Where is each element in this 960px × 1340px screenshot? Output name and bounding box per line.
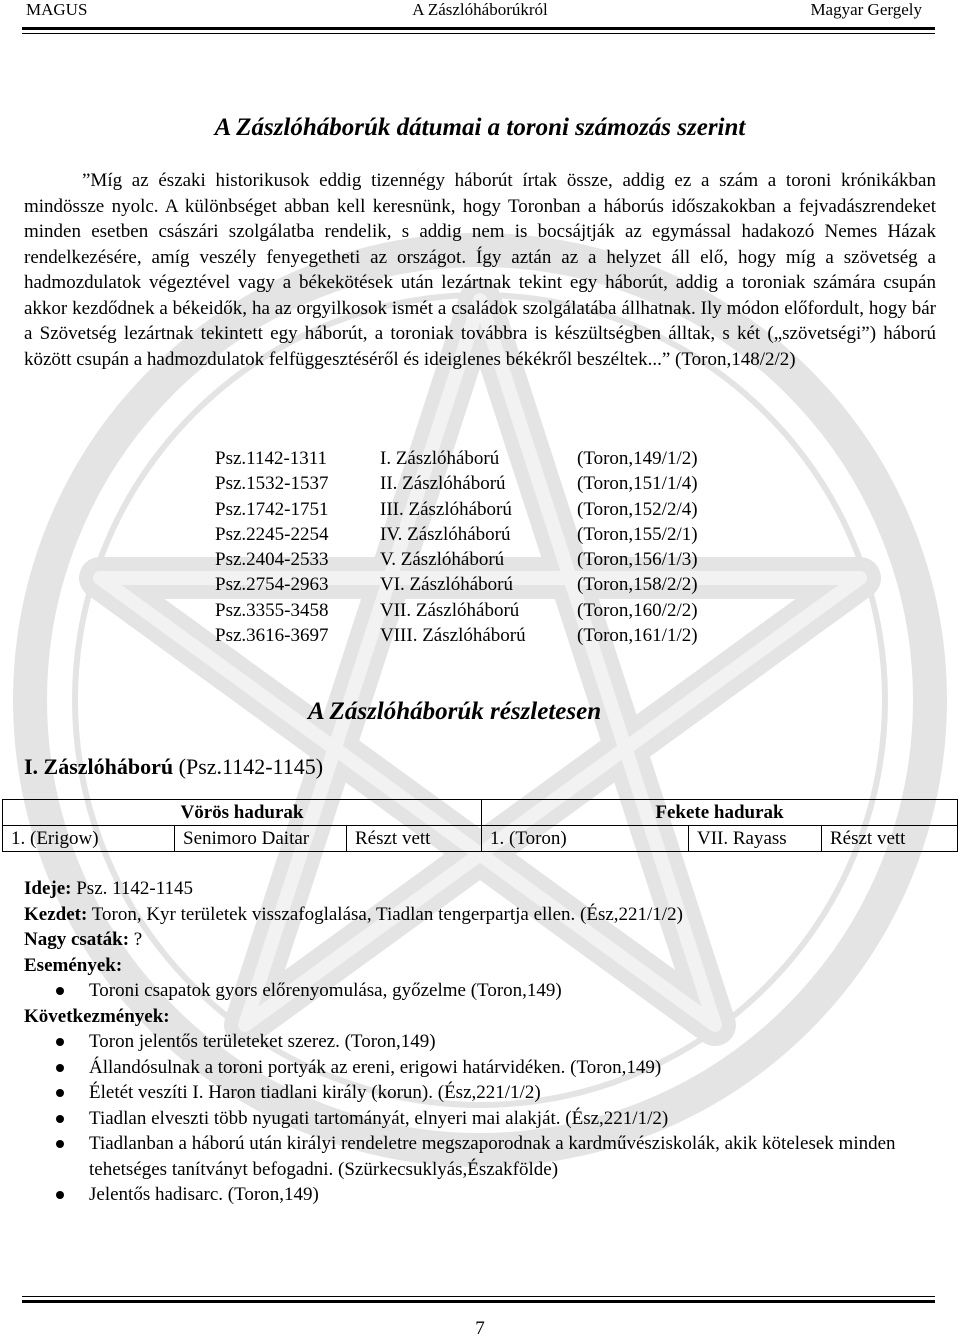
header-rule (22, 27, 935, 30)
list-item: Állandósulnak a toroni portyák az ereni, erigowi határvidéken. (Toron,149) (24, 1055, 936, 1081)
war-ref: (Toron,151/1/4) (577, 473, 698, 495)
war-ref: (Toron,160/2/2) (577, 599, 698, 621)
war-psz: Psz.3616-3697 (215, 625, 329, 647)
wars-list-row (213, 549, 753, 574)
battles-label: Nagy csaták: (24, 929, 130, 950)
consequences-label-text: Következmények: (24, 1005, 170, 1027)
battles-value: ? (129, 929, 143, 950)
page-title: A Zászlóháborúk dátumai a toroni számozás szerint (214, 114, 746, 141)
war-name: I. Zászlóháború (380, 448, 500, 469)
wars-list-row (213, 574, 753, 599)
start-line (24, 902, 936, 928)
wars-list (213, 448, 753, 650)
black-warlords-header: Fekete hadurak (482, 800, 958, 826)
list-item: Toron jelentős területeket szerez. (Toron,149) (24, 1029, 936, 1055)
war-psz: Psz.2754-2963 (215, 574, 329, 596)
consequences-list (24, 1029, 936, 1208)
war-psz: Psz.3355-3458 (215, 599, 329, 621)
wars-list-row (213, 499, 753, 524)
list-item: Tiadlanban a háború után királyi rendeletre megszaporodnak a kardművésziskolák, akik kötelesek minden tehetséges tanítványt befogadni. (Szürkecsuklyás,Északfölde) (24, 1131, 936, 1182)
list-item: Jelentős hadisarc. (Toron,149) (24, 1182, 936, 1208)
table-row (3, 826, 958, 852)
warlords-header-row (3, 800, 958, 826)
table-cell: 1. (Toron) (482, 826, 689, 852)
war-heading (24, 754, 323, 780)
date-label: Ideje: (24, 878, 72, 899)
war-details (24, 876, 936, 1208)
warlords-table (2, 799, 958, 852)
list-item: Tiadlan elveszti több nyugati tartományát, elnyeri mai alakját. (Ész,221/1/2) (24, 1106, 936, 1132)
list-item: Életét veszíti I. Haron tiadlani király (korun). (Ész,221/1/2) (24, 1080, 936, 1106)
war-psz: Psz.2404-2533 (215, 549, 329, 571)
war-name: VII. Zászlóháború (380, 599, 520, 621)
war-name: VI. Zászlóháború (380, 574, 513, 596)
war-name: V. Zászlóháború (380, 549, 505, 571)
start-label: Kezdet: (24, 903, 88, 925)
war-psz: Psz.1742-1751 (215, 498, 329, 520)
war-name: VIII. Zászlóháború (380, 625, 526, 647)
header-left: MAGUS (26, 0, 88, 19)
table-cell: Senimoro Daitar (175, 826, 347, 852)
table-cell: 1. (Erigow) (3, 826, 175, 852)
footer-rule (22, 1300, 935, 1303)
header-rule-thin (22, 33, 935, 34)
events-list (24, 978, 936, 1004)
header-center: A Zászlóháborúkról (412, 0, 548, 19)
date-value: Psz. 1142-1145 (71, 878, 194, 899)
war-ref: (Toron,158/2/2) (577, 574, 698, 596)
war-ref: (Toron,155/2/1) (577, 523, 698, 545)
war-heading-name: I. Zászlóháború (24, 754, 174, 779)
wars-list-row (213, 600, 753, 625)
events-label (24, 953, 936, 979)
events-label-text: Események: (24, 954, 123, 976)
war-name: II. Zászlóháború (380, 473, 506, 495)
consequences-label (24, 1004, 936, 1030)
war-ref: (Toron,149/1/2) (577, 448, 698, 469)
header-right: Magyar Gergely (810, 0, 922, 19)
table-cell: Részt vett (347, 826, 482, 852)
red-warlords-header: Vörös hadurak (3, 800, 482, 826)
war-ref: (Toron,161/1/2) (577, 625, 698, 647)
battles-line (24, 927, 936, 953)
list-item: Toroni csapatok gyors előrenyomulása, győzelme (Toron,149) (24, 978, 936, 1004)
war-ref: (Toron,152/2/4) (577, 498, 698, 520)
date-line (24, 876, 936, 902)
war-psz: Psz.1142-1311 (215, 448, 328, 469)
war-name: IV. Zászlóháború (380, 523, 511, 545)
wars-list-row (213, 448, 753, 473)
war-ref: (Toron,156/1/3) (577, 549, 698, 571)
table-cell: Részt vett (822, 826, 958, 852)
table-cell: VII. Rayass (689, 826, 822, 852)
section-subtitle: A Zászlóháborúk részletesen (308, 698, 602, 725)
wars-list-row (213, 473, 753, 498)
wars-list-row (213, 625, 753, 650)
war-psz: Psz.2245-2254 (215, 523, 329, 545)
war-heading-dates: (Psz.1142-1145) (173, 754, 324, 779)
war-psz: Psz.1532-1537 (215, 473, 329, 495)
footer-rule-thin (22, 1296, 935, 1297)
intro-paragraph: ”Míg az északi historikusok eddig tizennégy háborút írtak össze, addig ez a szám a toroni krónikákban mindössze nyolc. A különbséget abban kell keresnünk, hogy Toronban a háborús időszakokban a fejvadászrendeket minden esetben császári szolgálatba rendelik, s addig nem is bocsájtják az egymással hadakozó Nemes Házak rendelkezésére, amíg veszély fenyegetheti az országot. Így aztán az a helyzet áll elő, hogy míg a szövetség a hadmozdulatok végeztével vagy a békekötések után lezártnak tekint egy háborút, addig a toroniak számára csupán akkor kezdődnek a békeidők, ha az orgyilkosok ismét a családok szolgálatába állhatnak. Ily módon előfordult, hogy bár a Szövetség lezártnak tekintett egy háborút, a toroniak továbbra is készültségben álltak, s két („szövetségi”) háború között csupán a hadmozdulatok felfüggesztéséről és ideiglenes békékről beszéltek...” (Toron,148/2/2) (24, 170, 936, 370)
war-name: III. Zászlóháború (380, 498, 512, 520)
start-value: Toron, Kyr területek visszafoglalása, Tiadlan tengerpartja ellen. (Ész,221/1/2) (87, 903, 683, 925)
running-header (0, 0, 960, 24)
wars-list-row (213, 524, 753, 549)
page-number: 7 (475, 1318, 485, 1339)
